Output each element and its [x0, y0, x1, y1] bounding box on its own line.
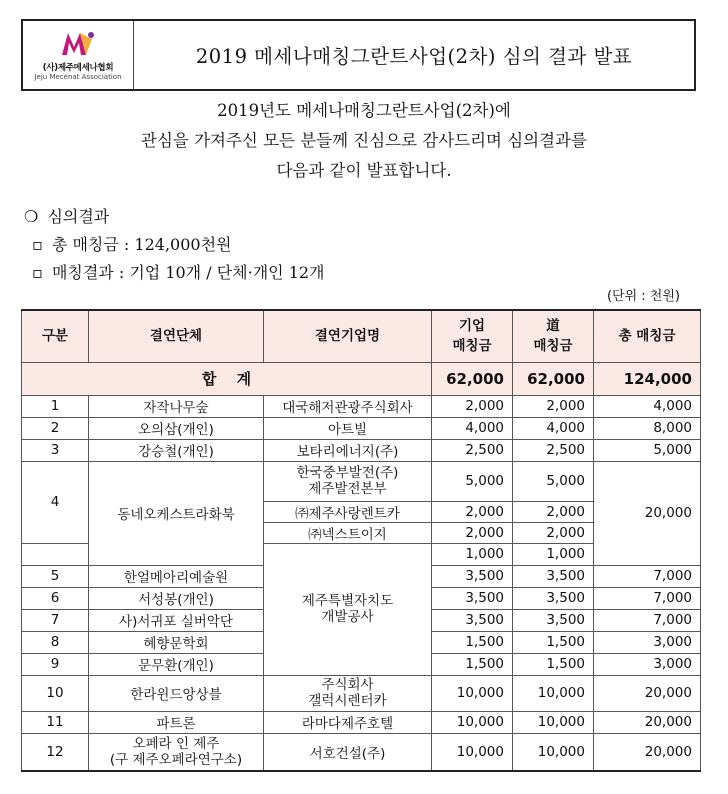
intro-text — [0, 96, 728, 186]
row-prov: 3,500 — [513, 565, 594, 587]
row-corp: 1,500 — [432, 631, 513, 653]
row-no: 10 — [22, 675, 89, 711]
row-corp: 10,000 — [432, 675, 513, 711]
col-header-corp: 기업 매칭금 — [432, 310, 513, 362]
row-no — [22, 543, 89, 565]
row-corp: 3,500 — [432, 609, 513, 631]
sum-row — [22, 362, 701, 395]
row-prov: 2,500 — [513, 439, 594, 461]
row-total: 7,000 — [594, 565, 701, 587]
row-no: 8 — [22, 631, 89, 653]
shared-company: 제주특별자치도 개발공사 — [264, 543, 432, 675]
table-header-row — [22, 310, 701, 362]
row-total: 20,000 — [594, 461, 701, 565]
row-no: 3 — [22, 439, 89, 461]
row-org: 동네오케스트라화북 — [89, 461, 264, 565]
row-prov: 1,500 — [513, 631, 594, 653]
row-no: 5 — [22, 565, 89, 587]
row-company: 대국해저관광주식회사 — [264, 395, 432, 417]
sum-prov: 62,000 — [513, 362, 594, 395]
row-prov: 2,000 — [513, 395, 594, 417]
row-no: 4 — [22, 461, 89, 543]
row-company: 한국중부발전(주) 제주발전본부 — [264, 461, 432, 501]
table-row — [22, 711, 701, 733]
logo-name: (사)제주메세나협회 — [42, 63, 114, 73]
row-total: 20,000 — [594, 733, 701, 771]
intro-line-3: 다음과 같이 발표합니다. — [276, 161, 452, 180]
row-prov: 1,000 — [513, 543, 594, 565]
row-company: 라마다제주호텔 — [264, 711, 432, 733]
result-heading — [24, 204, 109, 227]
row-total: 7,000 — [594, 587, 701, 609]
page-title: 2019 메세나매칭그란트사업(2차) 심의 결과 발표 — [195, 45, 633, 68]
row-prov: 3,500 — [513, 587, 594, 609]
row-prov: 2,000 — [513, 522, 594, 543]
col-header-company: 결연기업명 — [264, 310, 432, 362]
row-corp: 10,000 — [432, 733, 513, 771]
row-prov: 3,500 — [513, 609, 594, 631]
col-header-no: 구분 — [22, 310, 89, 362]
row-total: 20,000 — [594, 675, 701, 711]
row-org: 혜향문학회 — [89, 631, 264, 653]
row-company: 주식회사 갤럭시렌터카 — [264, 675, 432, 711]
row-corp: 3,500 — [432, 565, 513, 587]
row-company: 아트빌 — [264, 417, 432, 439]
table-row — [22, 439, 701, 461]
circle-bullet-icon: ❍ — [24, 207, 39, 226]
row-prov: 2,000 — [513, 501, 594, 522]
table-row — [22, 675, 701, 711]
table-row — [22, 395, 701, 417]
logo — [23, 21, 134, 89]
row-org: 한얼메아리예술원 — [89, 565, 264, 587]
row-corp: 1,500 — [432, 653, 513, 675]
row-prov: 10,000 — [513, 675, 594, 711]
row-company: 서호건설(주) — [264, 733, 432, 771]
row-no: 2 — [22, 417, 89, 439]
table-row — [22, 417, 701, 439]
row-org: 파트론 — [89, 711, 264, 733]
matching-result-text: 매칭결과 : 기업 10개 / 단체·개인 12개 — [51, 263, 325, 282]
square-bullet-icon: ▫ — [32, 235, 43, 254]
row-prov: 5,000 — [513, 461, 594, 501]
results-table — [21, 309, 701, 772]
row-org: 사)서귀포 실버악단 — [89, 609, 264, 631]
row-corp: 2,500 — [432, 439, 513, 461]
total-matching-line — [32, 232, 232, 255]
col-header-prov: 道 매칭금 — [513, 310, 594, 362]
row-corp: 2,000 — [432, 501, 513, 522]
row-corp: 2,000 — [432, 522, 513, 543]
row-company: ㈜넥스트이지 — [264, 522, 432, 543]
row-corp: 4,000 — [432, 417, 513, 439]
matching-result-line — [32, 260, 325, 283]
sum-corp: 62,000 — [432, 362, 513, 395]
col-header-org: 결연단체 — [89, 310, 264, 362]
row-no: 6 — [22, 587, 89, 609]
table-row — [22, 733, 701, 771]
row-total: 3,000 — [594, 631, 701, 653]
row-corp: 5,000 — [432, 461, 513, 501]
square-bullet-icon: ▫ — [32, 263, 43, 282]
sum-total: 124,000 — [594, 362, 701, 395]
row-org: 자작나무숲 — [89, 395, 264, 417]
row-total: 3,000 — [594, 653, 701, 675]
mecenat-logo-icon — [58, 29, 98, 57]
row-corp: 10,000 — [432, 711, 513, 733]
sum-label: 합 계 — [22, 362, 432, 395]
row-prov: 1,500 — [513, 653, 594, 675]
row-prov: 10,000 — [513, 711, 594, 733]
row-no: 7 — [22, 609, 89, 631]
row-total: 4,000 — [594, 395, 701, 417]
row-no: 12 — [22, 733, 89, 771]
row-org: 오페라 인 제주 (구 제주오페라연구소) — [89, 733, 264, 771]
row-company: 보타리에너지(주) — [264, 439, 432, 461]
row-no: 11 — [22, 711, 89, 733]
unit-note: (단위 : 천원) — [606, 289, 680, 304]
row-company: ㈜제주사랑렌트카 — [264, 501, 432, 522]
intro-line-1: 2019년도 메세나매칭그란트사업(2차)에 — [217, 101, 511, 120]
result-heading-text: 심의결과 — [47, 207, 110, 226]
row-corp: 1,000 — [432, 543, 513, 565]
col-header-total: 총 매칭금 — [594, 310, 701, 362]
row-total: 7,000 — [594, 609, 701, 631]
row-no: 1 — [22, 395, 89, 417]
row-no: 9 — [22, 653, 89, 675]
row-corp: 2,000 — [432, 395, 513, 417]
logo-english-name: Jeju Mecenat Association — [34, 73, 122, 81]
row-org: 문무환(개인) — [89, 653, 264, 675]
row-total: 5,000 — [594, 439, 701, 461]
intro-line-2: 관심을 가져주신 모든 분들께 진심으로 감사드리며 심의결과를 — [141, 131, 587, 150]
table-row — [22, 461, 701, 501]
row-prov: 4,000 — [513, 417, 594, 439]
header-box — [21, 19, 696, 91]
row-prov: 10,000 — [513, 733, 594, 771]
total-matching-text: 총 매칭금 : 124,000천원 — [51, 235, 232, 254]
row-org: 강승철(개인) — [89, 439, 264, 461]
row-org: 오의삼(개인) — [89, 417, 264, 439]
row-org: 서성봉(개인) — [89, 587, 264, 609]
row-total: 8,000 — [594, 417, 701, 439]
row-total: 20,000 — [594, 711, 701, 733]
row-corp: 3,500 — [432, 587, 513, 609]
row-org: 한라윈드앙상블 — [89, 675, 264, 711]
